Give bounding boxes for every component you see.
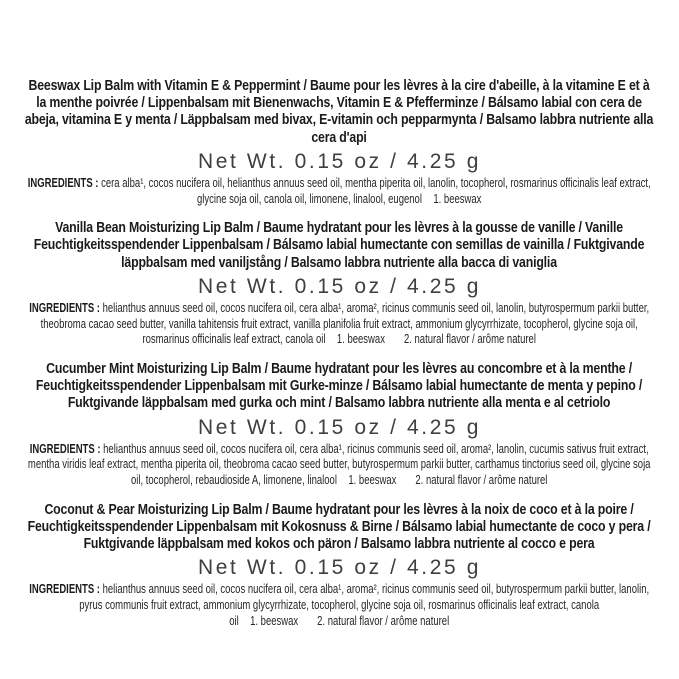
product-section-cucumber-mint: [24, 361, 655, 489]
net-weight: Net Wt. 0.15 oz / 4.25 g: [197, 415, 481, 439]
ingredients-paragraph: [24, 176, 655, 207]
ingredients-list: helianthus annuus seed oil, cocos nucifera oil, cera alba¹, aroma², ricinus communis seed oil, lanolin, butyrospermum parkii butter, theobroma cacao seed butter, vanilla tahitensis fruit extract, vanilla planifolia fruit extract, ammonium glycyrrhizate, tocopherol, glycine soja oil, rosmarinus officinalis leaf extract, canola oil: [40, 300, 650, 347]
net-weight: Net Wt. 0.15 oz / 4.25 g: [197, 556, 481, 580]
ingredients-label: INGREDIENTS :: [30, 441, 101, 456]
ingredients-label: INGREDIENTS :: [29, 582, 101, 597]
ingredients-paragraph: [24, 442, 655, 489]
ingredients-label: INGREDIENTS :: [29, 300, 101, 315]
ingredients-footnotes: 1. beeswax 2. natural flavor / arôme naturel: [337, 332, 537, 347]
ingredients-paragraph: [24, 301, 655, 348]
product-section-beeswax-peppermint: [24, 78, 655, 207]
net-weight: Net Wt. 0.15 oz / 4.25 g: [197, 149, 481, 173]
product-section-vanilla-bean: [24, 220, 655, 348]
ingredients-list: cera alba¹, cocos nucifera oil, helianthus annuus seed oil, mentha piperita oil, lanolin, tocopherol, rosmarinus officinalis leaf extract, glycine soja oil, canola oil, limonene, linalool, eugenol: [101, 175, 651, 206]
product-title: Cucumber Mint Moisturizing Lip Balm / Baume hydratant pour les lèvres au concombre et à la menthe / Feuchtigkeitsspendender Lippenbalsam mit Gurke-minze / Bálsamo labial humectante de menta y pepino / Fuktgivande läppbalsam med gurka och mint / Balsamo labbra nutriente alla menta e al cetriolo: [36, 360, 643, 412]
product-title: Beeswax Lip Balm with Vitamin E & Peppermint / Baume pour les lèvres à la cire d'abeille, à la vitamine E et à la menthe poivrée / Lippenbalsam mit Bienenwachs, Vitamin E & Pfefferminze / Bálsamo labial con cera de abeja, vitamina E y menta / Läppbalsam med bivax, E-vitamin och pepparmynta / Balsamo labbra nutriente alla cera d'api: [25, 78, 654, 146]
ingredients-footnotes: 1. beeswax 2. natural flavor / arôme naturel: [348, 472, 548, 487]
ingredients-list: helianthus annuus seed oil, cocos nucifera oil, cera alba¹, aroma², ricinus communis seed oil, butyrospermum parkii butter, lanolin, pyrus communis fruit extract, ammonium glycyrrhizate, tocopherol, glycine soja oil, rosmarinus officinalis leaf extract, canola oil: [79, 582, 650, 628]
product-title: Vanilla Bean Moisturizing Lip Balm / Baume hydratant pour les lèvres à la gousse de vanille / Vanille Feuchtigkeitsspendender Lippenbalsam / Bálsamo labial humectante con semillas de vainilla / Fuktgivande läppbalsam med vaniljstång / Balsamo labbra nutriente alla bacca di vaniglia: [34, 220, 645, 271]
product-section-coconut-pear: [24, 502, 655, 630]
product-title: Coconut & Pear Moisturizing Lip Balm / Baume hydratant pour les lèvres à la noix de coco et à la poire / Feuchtigkeitsspendender Lippenbalsam mit Kokosnuss & Birne / Bálsamo labial humectante de coco y pera / Fuktgivande läppbalsam med kokos och päron / Balsamo labbra nutriente al cocco e pera: [28, 501, 651, 553]
ingredients-footnotes: 1. beeswax: [433, 191, 482, 206]
ingredients-footnotes: 1. beeswax 2. natural flavor / arôme naturel: [250, 613, 450, 628]
ingredients-label: INGREDIENTS :: [28, 175, 99, 190]
ingredients-list: helianthus annuus seed oil, cocos nucifera oil, cera alba¹, ricinus communis seed oil, aroma², lanolin, cucumis sativus fruit extract, mentha viridis leaf extract, mentha piperita oil, theobroma cacao seed butter, butyrospermum parkii butter, carthamus tinctorius seed oil, glycine soja oil, tocopherol, rebaudioside A, limonene, linalool: [28, 441, 651, 487]
ingredients-paragraph: [24, 582, 655, 629]
net-weight: Net Wt. 0.15 oz / 4.25 g: [197, 274, 481, 298]
